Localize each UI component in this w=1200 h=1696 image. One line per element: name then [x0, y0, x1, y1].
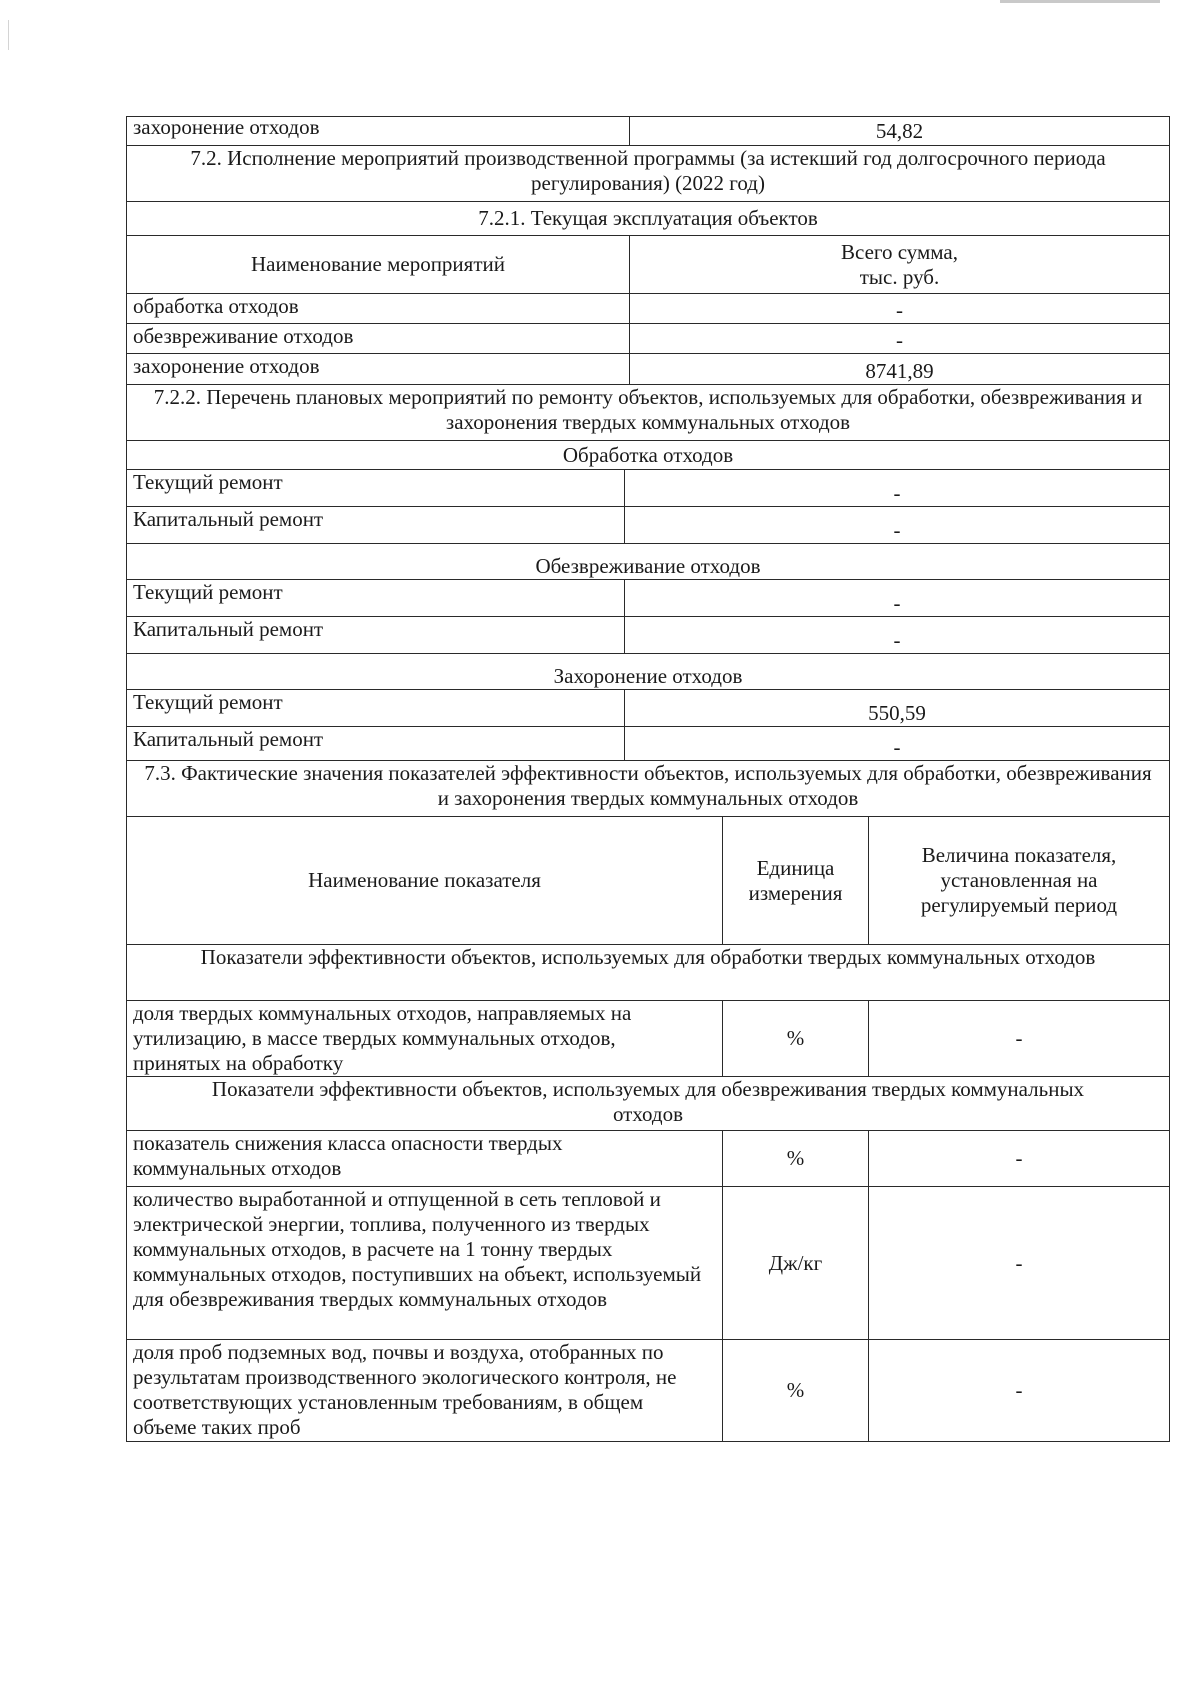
- col-header-indicator: Наименование показателя: [127, 817, 723, 945]
- group-header: Захоронение отходов: [127, 654, 1170, 690]
- row-label: обработка отходов: [127, 294, 630, 324]
- table-row: [127, 617, 1170, 654]
- row-value: -: [630, 294, 1170, 324]
- section-title-7-2-1: 7.2.1. Текущая эксплуатация объектов: [127, 202, 1170, 236]
- section-title-row: [127, 146, 1170, 202]
- row-value: -: [625, 617, 1170, 654]
- group-header-row: [127, 654, 1170, 690]
- section-title-row: [127, 761, 1170, 817]
- group-header-row: [127, 945, 1170, 1001]
- row-value: -: [625, 507, 1170, 544]
- group-header-row: [127, 1077, 1170, 1131]
- row-label: Текущий ремонт: [127, 690, 625, 727]
- section-title-7-2: 7.2. Исполнение мероприятий производственной программы (за истекший год долгосрочного периода регулирования) (2022 год): [127, 146, 1170, 202]
- document-body: [126, 116, 1170, 1442]
- table-row: [127, 690, 1170, 727]
- group-header: Показатели эффективности объектов, используемых для обезвреживания твердых коммунальных отходов: [127, 1077, 1170, 1131]
- scan-edge-mark: [1000, 0, 1160, 3]
- row-value: 8741,89: [630, 354, 1170, 385]
- indicator-value: -: [869, 1001, 1170, 1077]
- group-header: Показатели эффективности объектов, используемых для обработки твердых коммунальных отходов: [127, 945, 1170, 1001]
- row-label: Капитальный ремонт: [127, 727, 625, 761]
- group-header-row: [127, 544, 1170, 580]
- col-header-sum: [630, 236, 1170, 294]
- indicator-value: -: [869, 1131, 1170, 1187]
- indicator-name: показатель снижения класса опасности твердых коммунальных отходов: [127, 1131, 723, 1187]
- group-header: Обработка отходов: [127, 441, 1170, 470]
- table-row: [127, 470, 1170, 507]
- table-row: [127, 117, 1170, 146]
- scan-margin-mark: [8, 20, 9, 50]
- section-title-7-2-2: 7.2.2. Перечень плановых мероприятий по ремонту объектов, используемых для обработки, обезвреживания и захоронения твердых коммунальных отходов: [127, 385, 1170, 441]
- row-label: захоронение отходов: [127, 117, 630, 146]
- table-7-2: [126, 116, 1170, 441]
- indicator-name: количество выработанной и отпущенной в сеть тепловой и электрической энергии, топлива, полученного из твердых коммунальных отходов, в расчете на 1 тонну твердых коммунальных отходов, поступивших на объект, используемый для обезвреживания твердых коммунальных отходов: [127, 1187, 723, 1340]
- col-header-sum-line1: Всего сумма,: [840, 239, 959, 264]
- indicator-unit: %: [723, 1340, 869, 1442]
- indicator-name: доля проб подземных вод, почвы и воздуха, отобранных по результатам производственного экологического контроля, не соответствующих установленным требованиям, в общем объеме таких проб: [127, 1340, 723, 1442]
- row-value: 550,59: [625, 690, 1170, 727]
- group-header-row: [127, 441, 1170, 470]
- table-row: [127, 1340, 1170, 1442]
- table-7-3: [126, 816, 1170, 1442]
- col-header-unit: Единица измерения: [723, 817, 869, 945]
- row-value: -: [625, 727, 1170, 761]
- indicator-unit: %: [723, 1131, 869, 1187]
- indicator-name: доля твердых коммунальных отходов, направляемых на утилизацию, в массе твердых коммунальных отходов, принятых на обработку: [127, 1001, 723, 1077]
- col-header-name: Наименование мероприятий: [127, 236, 630, 294]
- table-row: [127, 1187, 1170, 1340]
- table-row: [127, 1001, 1170, 1077]
- table-7-2-2: [126, 440, 1170, 817]
- indicator-unit: Дж/кг: [723, 1187, 869, 1340]
- row-value: -: [625, 470, 1170, 507]
- table-row: [127, 354, 1170, 385]
- section-title-row: [127, 202, 1170, 236]
- table-row: [127, 580, 1170, 617]
- table-row: [127, 324, 1170, 354]
- header-row: [127, 817, 1170, 945]
- row-value: -: [630, 324, 1170, 354]
- section-title-7-3: 7.3. Фактические значения показателей эффективности объектов, используемых для обработки, обезвреживания и захоронения твердых коммунальных отходов: [127, 761, 1170, 817]
- table-row: [127, 727, 1170, 761]
- table-row: [127, 1131, 1170, 1187]
- row-value: -: [625, 580, 1170, 617]
- row-label: Текущий ремонт: [127, 580, 625, 617]
- col-header-sum-line2: тыс. руб.: [859, 264, 940, 289]
- row-label: Капитальный ремонт: [127, 507, 625, 544]
- indicator-value: -: [869, 1340, 1170, 1442]
- table-row: [127, 507, 1170, 544]
- row-label: обезвреживание отходов: [127, 324, 630, 354]
- table-row: [127, 294, 1170, 324]
- row-label: Текущий ремонт: [127, 470, 625, 507]
- col-header-value: Величина показателя, установленная на регулируемый период: [869, 817, 1170, 945]
- row-label: Капитальный ремонт: [127, 617, 625, 654]
- group-header: Обезвреживание отходов: [127, 544, 1170, 580]
- indicator-value: -: [869, 1187, 1170, 1340]
- indicator-unit: %: [723, 1001, 869, 1077]
- row-value: 54,82: [630, 117, 1170, 146]
- row-label: захоронение отходов: [127, 354, 630, 385]
- section-title-row: [127, 385, 1170, 441]
- header-row: [127, 236, 1170, 294]
